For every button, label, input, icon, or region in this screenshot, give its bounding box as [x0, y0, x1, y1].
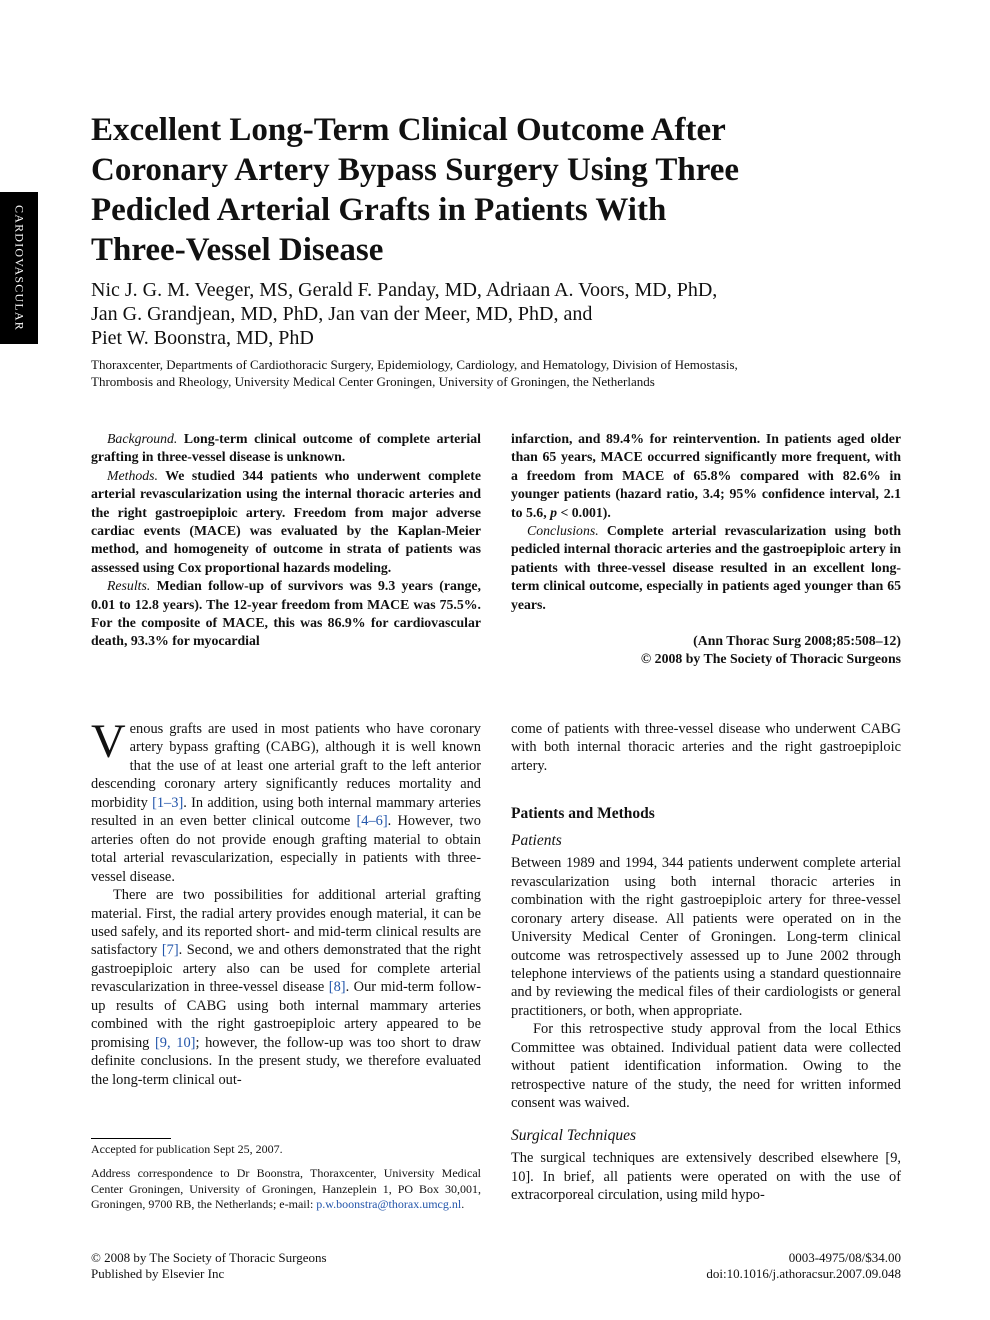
footer-left	[91, 1250, 327, 1282]
abstract-col-2	[511, 430, 901, 669]
methods-paragraph-1: Between 1989 and 1994, 344 patients underwent complete arterial revascularization using both internal thoracic arteries in combination with the right gastroepiploic artery for three-vessel coronary artery disease. All patients were operated on in the University Medical Center of Groningen. Long-term clinical outcome was retrospectively assessed up to June 2002 through telephone interviews of the patients using a standard questionnaire and by reviewing the medical files of their cardiologists or general practitioners, or both, when appropriate.	[511, 855, 901, 1019]
copyright-line: © 2008 by The Society of Thoracic Surgeons	[640, 651, 901, 667]
abstract-conclusions	[511, 522, 901, 614]
subsection-heading: Surgical Techniques	[511, 1126, 636, 1144]
intro-paragraph-1	[91, 715, 482, 886]
abstract-methods	[91, 467, 481, 577]
citation	[511, 632, 901, 669]
body-text: . However, two arteries often do not provide enough grafting material to obtain total arterial revascularization, especially in patients with three-vessel disease.	[91, 813, 481, 885]
footnote-accepted: Accepted for publication Sept 25, 2007.	[91, 1142, 283, 1156]
reference-link[interactable]: [9, 10]	[155, 1034, 196, 1051]
intro-continuation: come of patients with three-vessel disease who underwent CABG with both internal thoracic arteries and the right gastroepiploic artery.	[511, 721, 901, 774]
section-heading: Patients and Methods	[511, 805, 655, 823]
affiliation-line: Thoraxcenter, Departments of Cardiothoracic Surgery, Epidemiology, Cardiology, and Hematology, Division of Hemostasis,	[91, 357, 738, 372]
footer-copyright: © 2008 by The Society of Thoracic Surgeons	[91, 1250, 327, 1265]
affiliations	[91, 356, 911, 390]
abstract-text: Complete arterial revascularization using both pedicled internal thoracic arteries and the gastroepiploic artery in patients with three-vessel disease resulted in an excellent long-term clinical outcome, especially in patients aged younger than 65 years.	[511, 523, 901, 612]
abstract-background	[91, 430, 481, 467]
author-line: Jan G. Grandjean, MD, PhD, Jan van der Meer, MD, PhD, and	[91, 303, 593, 325]
footnote-text: Address correspondence to Dr Boonstra, Thoraxcenter, University Medical Center Groningen, University of Groningen, Hanzeplein 1, PO Box 30,001, Groningen, 9700 RB, the Netherlands; e-mail:	[91, 1166, 481, 1211]
abstract-col-1	[91, 430, 481, 651]
abstract-label: Methods.	[107, 467, 158, 483]
author-line: Nic J. G. M. Veeger, MS, Gerald F. Panday, MD, Adriaan A. Voors, MD, PhD,	[91, 279, 718, 301]
reference-link[interactable]: [1–3]	[152, 794, 184, 811]
body-col-1	[91, 715, 482, 1089]
author-list	[91, 278, 911, 350]
footnote-text: .	[461, 1197, 465, 1211]
abstract-text: Median follow-up of survivors was 9.3 years (range, 0.01 to 12.8 years). The 12-year freedom from MACE was 75.5%. For the composite of MACE, this was 86.9% for cardiovascular death, 93.3% for myocardial	[91, 578, 481, 649]
abstract-text: infarction, and 89.4% for reintervention. In patients aged older than 65 years, MACE occurred significantly more frequent, with a freedom from MACE of 65.8% compared with 82.6% in younger patients (hazard ratio, 3.4; 95% confidence interval, 2.1 to 5.6,	[511, 431, 901, 520]
footer-publisher: Published by Elsevier Inc	[91, 1266, 225, 1281]
abstract-label: Background.	[107, 431, 178, 446]
abstract-text: < 0.001).	[557, 504, 611, 520]
methods-paragraph-3: The surgical techniques are extensively described elsewhere [9, 10]. In brief, all patients were operated on with the use of extracorporeal circulation, using mild hypo-	[511, 1150, 901, 1203]
p-symbol: p	[550, 504, 557, 520]
body-col-2	[511, 720, 901, 1204]
reference-link[interactable]: [4–6]	[356, 813, 388, 830]
title-line: Three-Vessel Disease	[91, 232, 384, 268]
title-line: Excellent Long-Term Clinical Outcome After	[91, 112, 726, 148]
abstract-results	[91, 577, 481, 651]
footer-issn: 0003-4975/08/$34.00	[788, 1250, 901, 1265]
abstract-text: Long-term clinical outcome of complete arterial grafting in three-vessel disease is unknown.	[91, 431, 481, 465]
footer-doi: doi:10.1016/j.athoracsur.2007.09.048	[706, 1266, 901, 1281]
title-line: Coronary Artery Bypass Surgery Using Three	[91, 152, 740, 188]
abstract-text: We studied 344 patients who underwent complete arterial revascularization using the internal thoracic arteries and the right gastroepiploic artery. Freedom from major adverse cardiac events (MACE) was evaluated by the Kaplan-Meier method, and homogeneity of outcome in strata of patients was assessed using Cox proportional hazards modeling.	[91, 467, 481, 575]
abstract-label: Conclusions.	[527, 523, 599, 539]
footer-right	[706, 1250, 901, 1282]
title-line: Pedicled Arterial Grafts in Patients With	[91, 192, 667, 228]
body-text: ; however, the follow-up was too short to draw definite conclusions. In the present study, we therefore evaluated the long-term clinical out-	[91, 1034, 481, 1088]
intro-paragraph-2	[91, 886, 481, 1089]
body-text: . In addition, using both internal mammary arteries resulted in an even better clinical outcome	[91, 794, 482, 830]
citation-line: (Ann Thorac Surg 2008;85:508–12)	[693, 633, 901, 649]
reference-link[interactable]: [7]	[161, 942, 179, 959]
body-text: . Our mid-term follow-up results of CABG using both internal mammary arteries combined with the right gastroepiploic artery appeared to be promising	[91, 979, 481, 1051]
section-tab	[0, 192, 38, 344]
body-text: enous grafts are used in most patients who have coronary artery bypass grafting (CABG), although it is well known that the use of at least one arterial graft to the left anterior descending coronary artery significantly reduces mortality and morbidity	[91, 721, 481, 811]
article-title	[91, 110, 911, 270]
reference-link[interactable]: [8]	[328, 979, 346, 996]
footnote-address	[91, 1166, 481, 1213]
abstract-label: Results.	[107, 578, 151, 594]
drop-cap: V	[91, 715, 126, 768]
methods-paragraph-2: For this retrospective study approval from the local Ethics Committee was obtained. Individual patient data were collected without patient identification information. Owing to the retrospective nature of the study, the need for written informed consent was waived.	[511, 1021, 901, 1112]
affiliation-line: Thrombosis and Rheology, University Medical Center Groningen, University of Groningen, the Netherlands	[91, 374, 655, 389]
footnote-divider	[91, 1138, 171, 1139]
abstract-results-cont	[511, 430, 901, 522]
body-text: There are two possibilities for additional arterial grafting material. First, the radial artery provides enough material, it can be used safely, and its reported short- and mid-term clinical results are satisfactory	[91, 887, 481, 959]
email-link[interactable]: p.w.boonstra@thorax.umcg.nl	[316, 1197, 462, 1211]
body-text: . Second, we and others demonstrated that the right gastroepiploic artery also can be used for complete arterial revascularization in three-vessel disease	[91, 942, 481, 996]
section-tab-label: CARDIOVASCULAR	[12, 205, 27, 331]
subsection-heading: Patients	[511, 831, 562, 849]
author-line: Piet W. Boonstra, MD, PhD	[91, 327, 314, 349]
